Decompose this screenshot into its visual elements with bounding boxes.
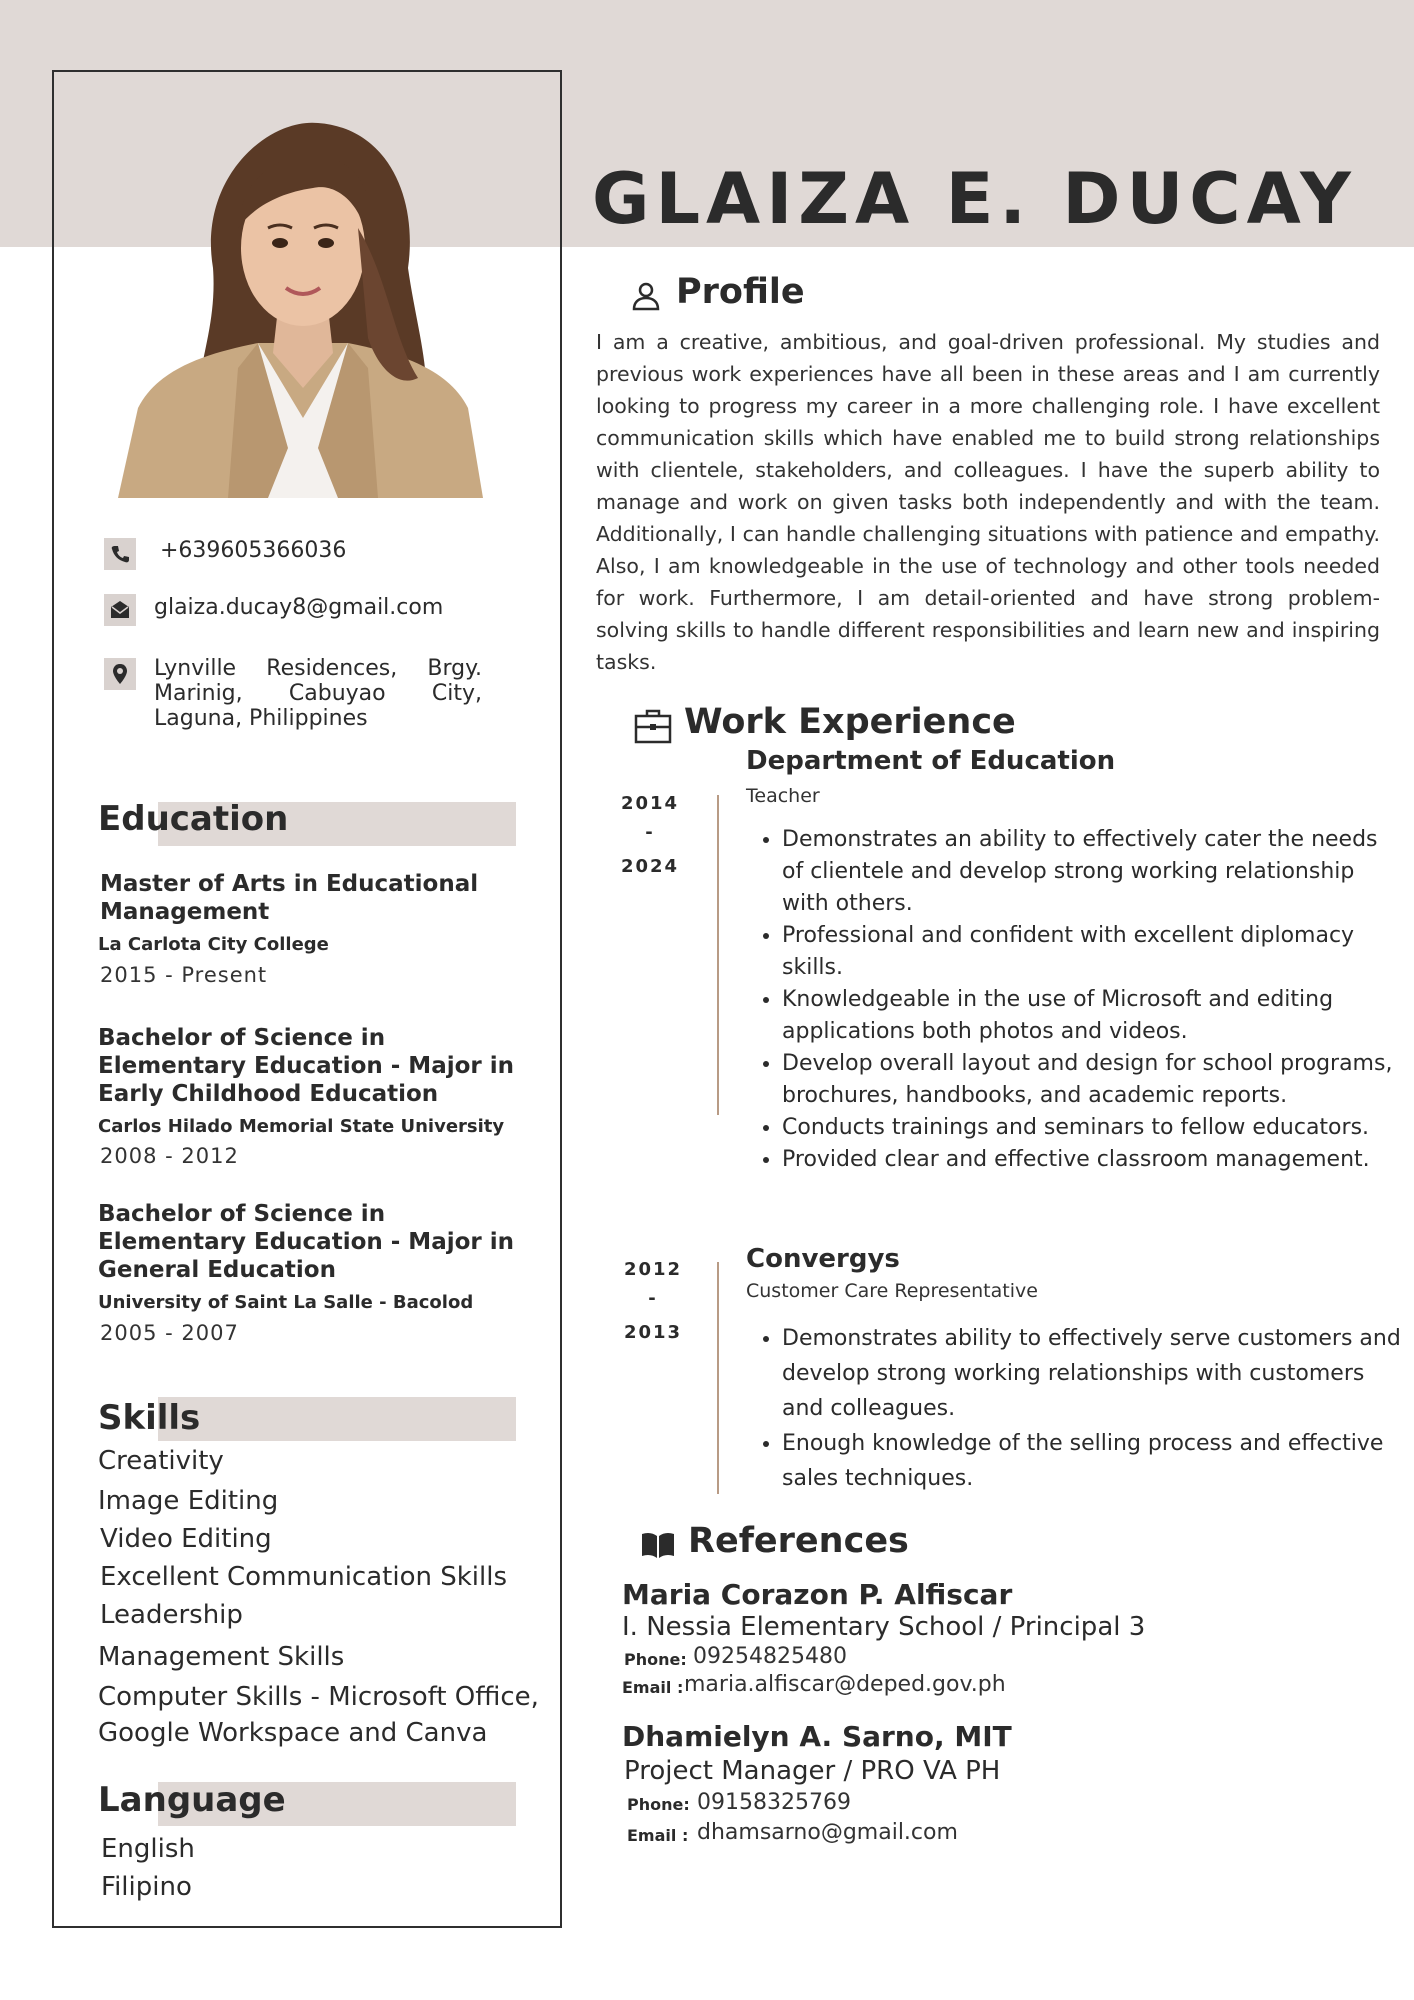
contact-phone: +639605366036 [160, 538, 347, 563]
candidate-name: GLAIZA E. DUCAY [592, 158, 1357, 240]
skill-item: Google Workspace and Canva [98, 1718, 488, 1748]
education-degree-1: Master of Arts in Educational Management [100, 871, 479, 925]
reference-2-phone: 09158325769 [697, 1790, 851, 1815]
reference-2-phone-label: Phone: [627, 1795, 690, 1814]
skill-item: Creativity [98, 1446, 224, 1476]
job-1-role: Teacher [746, 785, 820, 807]
skill-item: Leadership [100, 1600, 243, 1630]
skill-item: Video Editing [100, 1524, 272, 1554]
phone-icon [104, 538, 136, 570]
language-item: Filipino [101, 1872, 192, 1902]
job-1-timeline [717, 795, 719, 1115]
address-line-1: Lynville Residences, Brgy. [154, 656, 482, 681]
reference-2-org: Project Manager / PRO VA PH [624, 1756, 1001, 1786]
education-school-2: Carlos Hilado Memorial State University [98, 1116, 505, 1137]
envelope-icon [104, 594, 136, 626]
work-heading: Work Experience [684, 702, 1016, 742]
reference-1-phone: 09254825480 [693, 1644, 847, 1669]
briefcase-icon [634, 708, 672, 744]
education-degree-3: Bachelor of Science in Elementary Education - Major in General Education [98, 1201, 515, 1283]
reference-1-email-label: Email : [622, 1678, 684, 1697]
reference-1-email: maria.alfiscar@deped.gov.ph [684, 1672, 1006, 1697]
reference-2-name: Dhamielyn A. Sarno, MIT [622, 1720, 1012, 1753]
profile-text: I am a creative, ambitious, and goal-driven professional. My studies and previous work experiences have all been in these areas and I am currently looking to progress my career in a more challenging role. I have excellent communication skills which have enabled me to build strong relationships with clientele, stakeholders, and colleagues. I have the superb ability to manage and work on given tasks both independently and with the team. Additionally, I can handle challenging situations with patience and empathy. Also, I am knowledgeable in the use of technology and other tools needed for work. Furthermore, I am detail-oriented and have strong problem-solving skills to handle different responsibilities and learn new and inspiring tasks. [596, 330, 1380, 674]
education-heading: Education [98, 799, 289, 839]
job-1-bullets [746, 824, 1402, 1176]
education-school-1: La Carlota City College [98, 934, 329, 955]
bullet-item: • Conducts trainings and seminars to fellow educators. [782, 1112, 1402, 1144]
address-line-2: Marinig, Cabuyao City, [154, 681, 482, 706]
profile-heading: Profile [676, 272, 805, 312]
user-icon [630, 280, 662, 312]
open-book-icon [640, 1528, 676, 1560]
reference-1-phone-label: Phone: [624, 1650, 687, 1669]
education-degree-2: Bachelor of Science in Elementary Education - Major in Early Childhood Education [98, 1025, 515, 1107]
profile-photo [118, 118, 483, 498]
bullet-item: • Knowledgeable in the use of Microsoft and editing applications both photos and videos. [782, 984, 1402, 1048]
education-years-2: 2008 - 2012 [100, 1144, 239, 1168]
bullet-item: • Demonstrates an ability to effectively cater the needs of clientele and develop strong working relationship with others. [782, 824, 1402, 920]
job-2-year-dash: - [648, 1288, 658, 1309]
education-school-3: University of Saint La Salle - Bacolod [98, 1292, 474, 1313]
skill-item: Excellent Communication Skills [100, 1562, 507, 1592]
address-line-3: Laguna, Philippines [154, 706, 368, 731]
education-years-3: 2005 - 2007 [100, 1321, 239, 1345]
skills-heading: Skills [98, 1398, 201, 1438]
job-1-year-start: 2014 [620, 793, 680, 814]
reference-2-email: dhamsarno@gmail.com [697, 1820, 958, 1845]
skill-item: Management Skills [98, 1642, 345, 1672]
skill-item: Image Editing [98, 1486, 279, 1516]
contact-email: glaiza.ducay8@gmail.com [154, 595, 444, 620]
job-2-company: Convergys [746, 1244, 900, 1274]
language-item: English [101, 1834, 195, 1864]
bullet-item: • Provided clear and effective classroom management. [782, 1144, 1402, 1176]
job-2-role: Customer Care Representative [746, 1280, 1038, 1302]
bullet-item: • Professional and confident with excellent diplomacy skills. [782, 920, 1402, 984]
reference-1-org: I. Nessia Elementary School / Principal 3 [622, 1612, 1146, 1642]
skills-band [158, 1397, 516, 1441]
contact-address [154, 656, 482, 731]
reference-1-name: Maria Corazon P. Alfiscar [622, 1578, 1013, 1611]
job-1-year-end: 2024 [620, 856, 680, 877]
job-2-year-end: 2013 [623, 1322, 683, 1343]
bullet-item: • Develop overall layout and design for school programs, brochures, handbooks, and academic reports. [782, 1048, 1402, 1112]
bullet-item: • Demonstrates ability to effectively serve customers and develop strong working relationships with customers and colleagues. [782, 1321, 1408, 1426]
education-years-1: 2015 - Present [100, 963, 268, 987]
reference-2-email-label: Email : [627, 1826, 689, 1845]
job-1-year-dash: - [645, 822, 655, 843]
job-2-bullets [746, 1321, 1408, 1496]
job-1-company: Department of Education [746, 746, 1116, 776]
references-heading: References [688, 1521, 909, 1561]
job-2-timeline [717, 1262, 719, 1494]
bullet-item: • Enough knowledge of the selling process and effective sales techniques. [782, 1426, 1408, 1496]
skill-item: Computer Skills - Microsoft Office, [98, 1682, 539, 1712]
language-heading: Language [98, 1780, 286, 1820]
location-pin-icon [104, 658, 136, 690]
job-2-year-start: 2012 [623, 1259, 683, 1280]
